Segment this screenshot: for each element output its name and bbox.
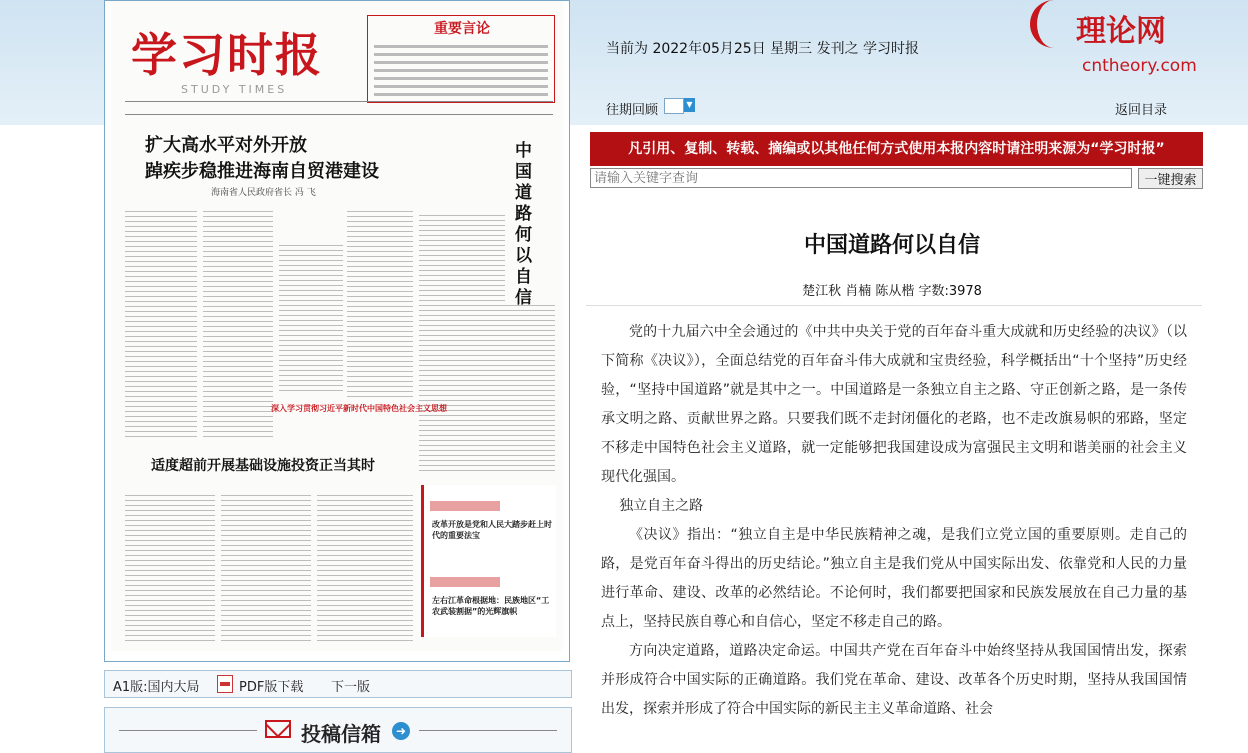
- newspaper-headline-2[interactable]: 踔疾步稳推进海南自贸港建设: [145, 161, 379, 182]
- editorial-box: [367, 15, 555, 103]
- text-column: [221, 491, 311, 641]
- site-logo-url[interactable]: cntheory.com: [1082, 56, 1197, 76]
- divider: [586, 305, 1202, 306]
- sidebar-tag: [430, 577, 500, 587]
- newspaper-vertical-title[interactable]: 中国道路何以自信: [515, 141, 532, 308]
- editorial-title: 重要言论: [434, 21, 490, 37]
- arrow-right-icon[interactable]: ➜: [392, 722, 410, 740]
- newspaper-headline-1[interactable]: 扩大高水平对外开放: [145, 135, 307, 156]
- text-column: [279, 241, 343, 391]
- text-column: [419, 211, 505, 471]
- newspaper-headline-byline: 海南省人民政府省长 冯 飞: [211, 188, 316, 198]
- text-column: [501, 301, 555, 471]
- submit-mailbox-banner[interactable]: [104, 707, 572, 753]
- text-column: [125, 207, 197, 437]
- issue-date-line: 当前为 2022年05月25日 星期三 发刊之 学习时报: [606, 41, 920, 57]
- cntheory-logo-icon: [1030, 0, 1077, 48]
- back-to-toc-link[interactable]: 返回目录: [1115, 103, 1168, 118]
- article-subheading: 独立自主之路: [619, 498, 704, 514]
- newspaper-red-banner: 深入学习贯彻习近平新时代中国特色社会主义思想: [271, 404, 447, 413]
- search-button[interactable]: 一键搜索: [1138, 168, 1203, 189]
- article-meta: 楚江秋 肖楠 陈从楷 字数:3978: [802, 284, 982, 299]
- newspaper-sidebar: [421, 485, 556, 637]
- article-body: [601, 318, 1187, 724]
- archive-label: 往期回顾: [606, 103, 659, 118]
- newspaper-page-content: [111, 1, 563, 651]
- newspaper-masthead-en: STUDY TIMES: [181, 83, 288, 96]
- pdf-download-link[interactable]: PDF版下载: [239, 680, 304, 695]
- sidebar-tag: [430, 501, 500, 511]
- page-nav: [104, 670, 572, 698]
- article-title: 中国道路何以自信: [803, 233, 980, 258]
- calendar-icon[interactable]: [664, 98, 684, 114]
- copyright-notice: 凡引用、复制、转载、摘编或以其他任何方式使用本报内容时请注明来源为“学习时报”: [590, 132, 1203, 166]
- text-column: [203, 207, 273, 437]
- pdf-icon[interactable]: [217, 675, 233, 693]
- newspaper-mid-title[interactable]: 适度超前开展基础设施投资正当其时: [151, 458, 375, 474]
- sidebar-item-2[interactable]: 左右江革命根据地：民族地区“工农武装割据”的光辉旗帜: [432, 596, 550, 616]
- submit-mailbox-label[interactable]: 投稿信箱: [301, 722, 381, 746]
- divider: [419, 730, 557, 731]
- text-column: [347, 207, 413, 397]
- article-paragraph: 《决议》指出：“独立自主是中华民族精神之魂，是我们立党立国的重要原则。走自己的路，是党百年奋斗得出的历史结论。”独立自主是我们党从中国实际出发、依靠党和人民的力量进行革命、建设、改革的必然结论。不论何时，我们都要把国家和民族发展放在自己力量的基点上，坚持民族自尊心和自信心，坚定不移走自己的路。: [601, 527, 1187, 630]
- newspaper-page-image[interactable]: [104, 0, 570, 662]
- text-column: [125, 491, 215, 641]
- article-paragraph: 党的十九届六中全会通过的《中共中央关于党的百年奋斗重大成就和历史经验的决议》（以下简称《决议》），全面总结党的百年奋斗伟大成就和宝贵经验，科学概括出“十个坚持”历史经验，“坚持中国道路”就是其中之一。中国道路是一条独立自主之路、守正创新之路，是一条传承文明之路、贡献世界之路。只要我们既不走封闭僵化的老路，也不走改旗易帜的邪路，坚定不移走中国特色社会主义道路，就一定能够把我国建设成为富强民主文明和谐美丽的社会主义现代化强国。: [601, 324, 1187, 485]
- article-paragraph: 方向决定道路，道路决定命运。中国共产党在百年奋斗中始终坚持从我国国情出发，探索并形成符合中国实际的正确道路。我们党在革命、建设、改革各个历史时期，坚持从我国国情出发，探索并形成了符合中国实际的新民主主义革命道路、社会: [601, 643, 1187, 717]
- mail-icon: [265, 720, 291, 738]
- text-column: [317, 491, 413, 641]
- site-logo-text[interactable]: 理论网: [1076, 14, 1166, 49]
- sidebar-item-1[interactable]: 改革开放是党和人民大踏步赶上时代的重要法宝: [432, 520, 552, 540]
- newspaper-masthead: 学习时报: [131, 28, 323, 82]
- newspaper-info-strip: [125, 101, 553, 115]
- chevron-down-icon[interactable]: ▼: [684, 98, 695, 112]
- search-input[interactable]: [590, 168, 1132, 188]
- divider: [119, 730, 257, 731]
- section-link[interactable]: A1版:国内大局: [113, 680, 200, 695]
- editorial-text: [374, 40, 548, 101]
- next-page-link[interactable]: 下一版: [331, 680, 371, 695]
